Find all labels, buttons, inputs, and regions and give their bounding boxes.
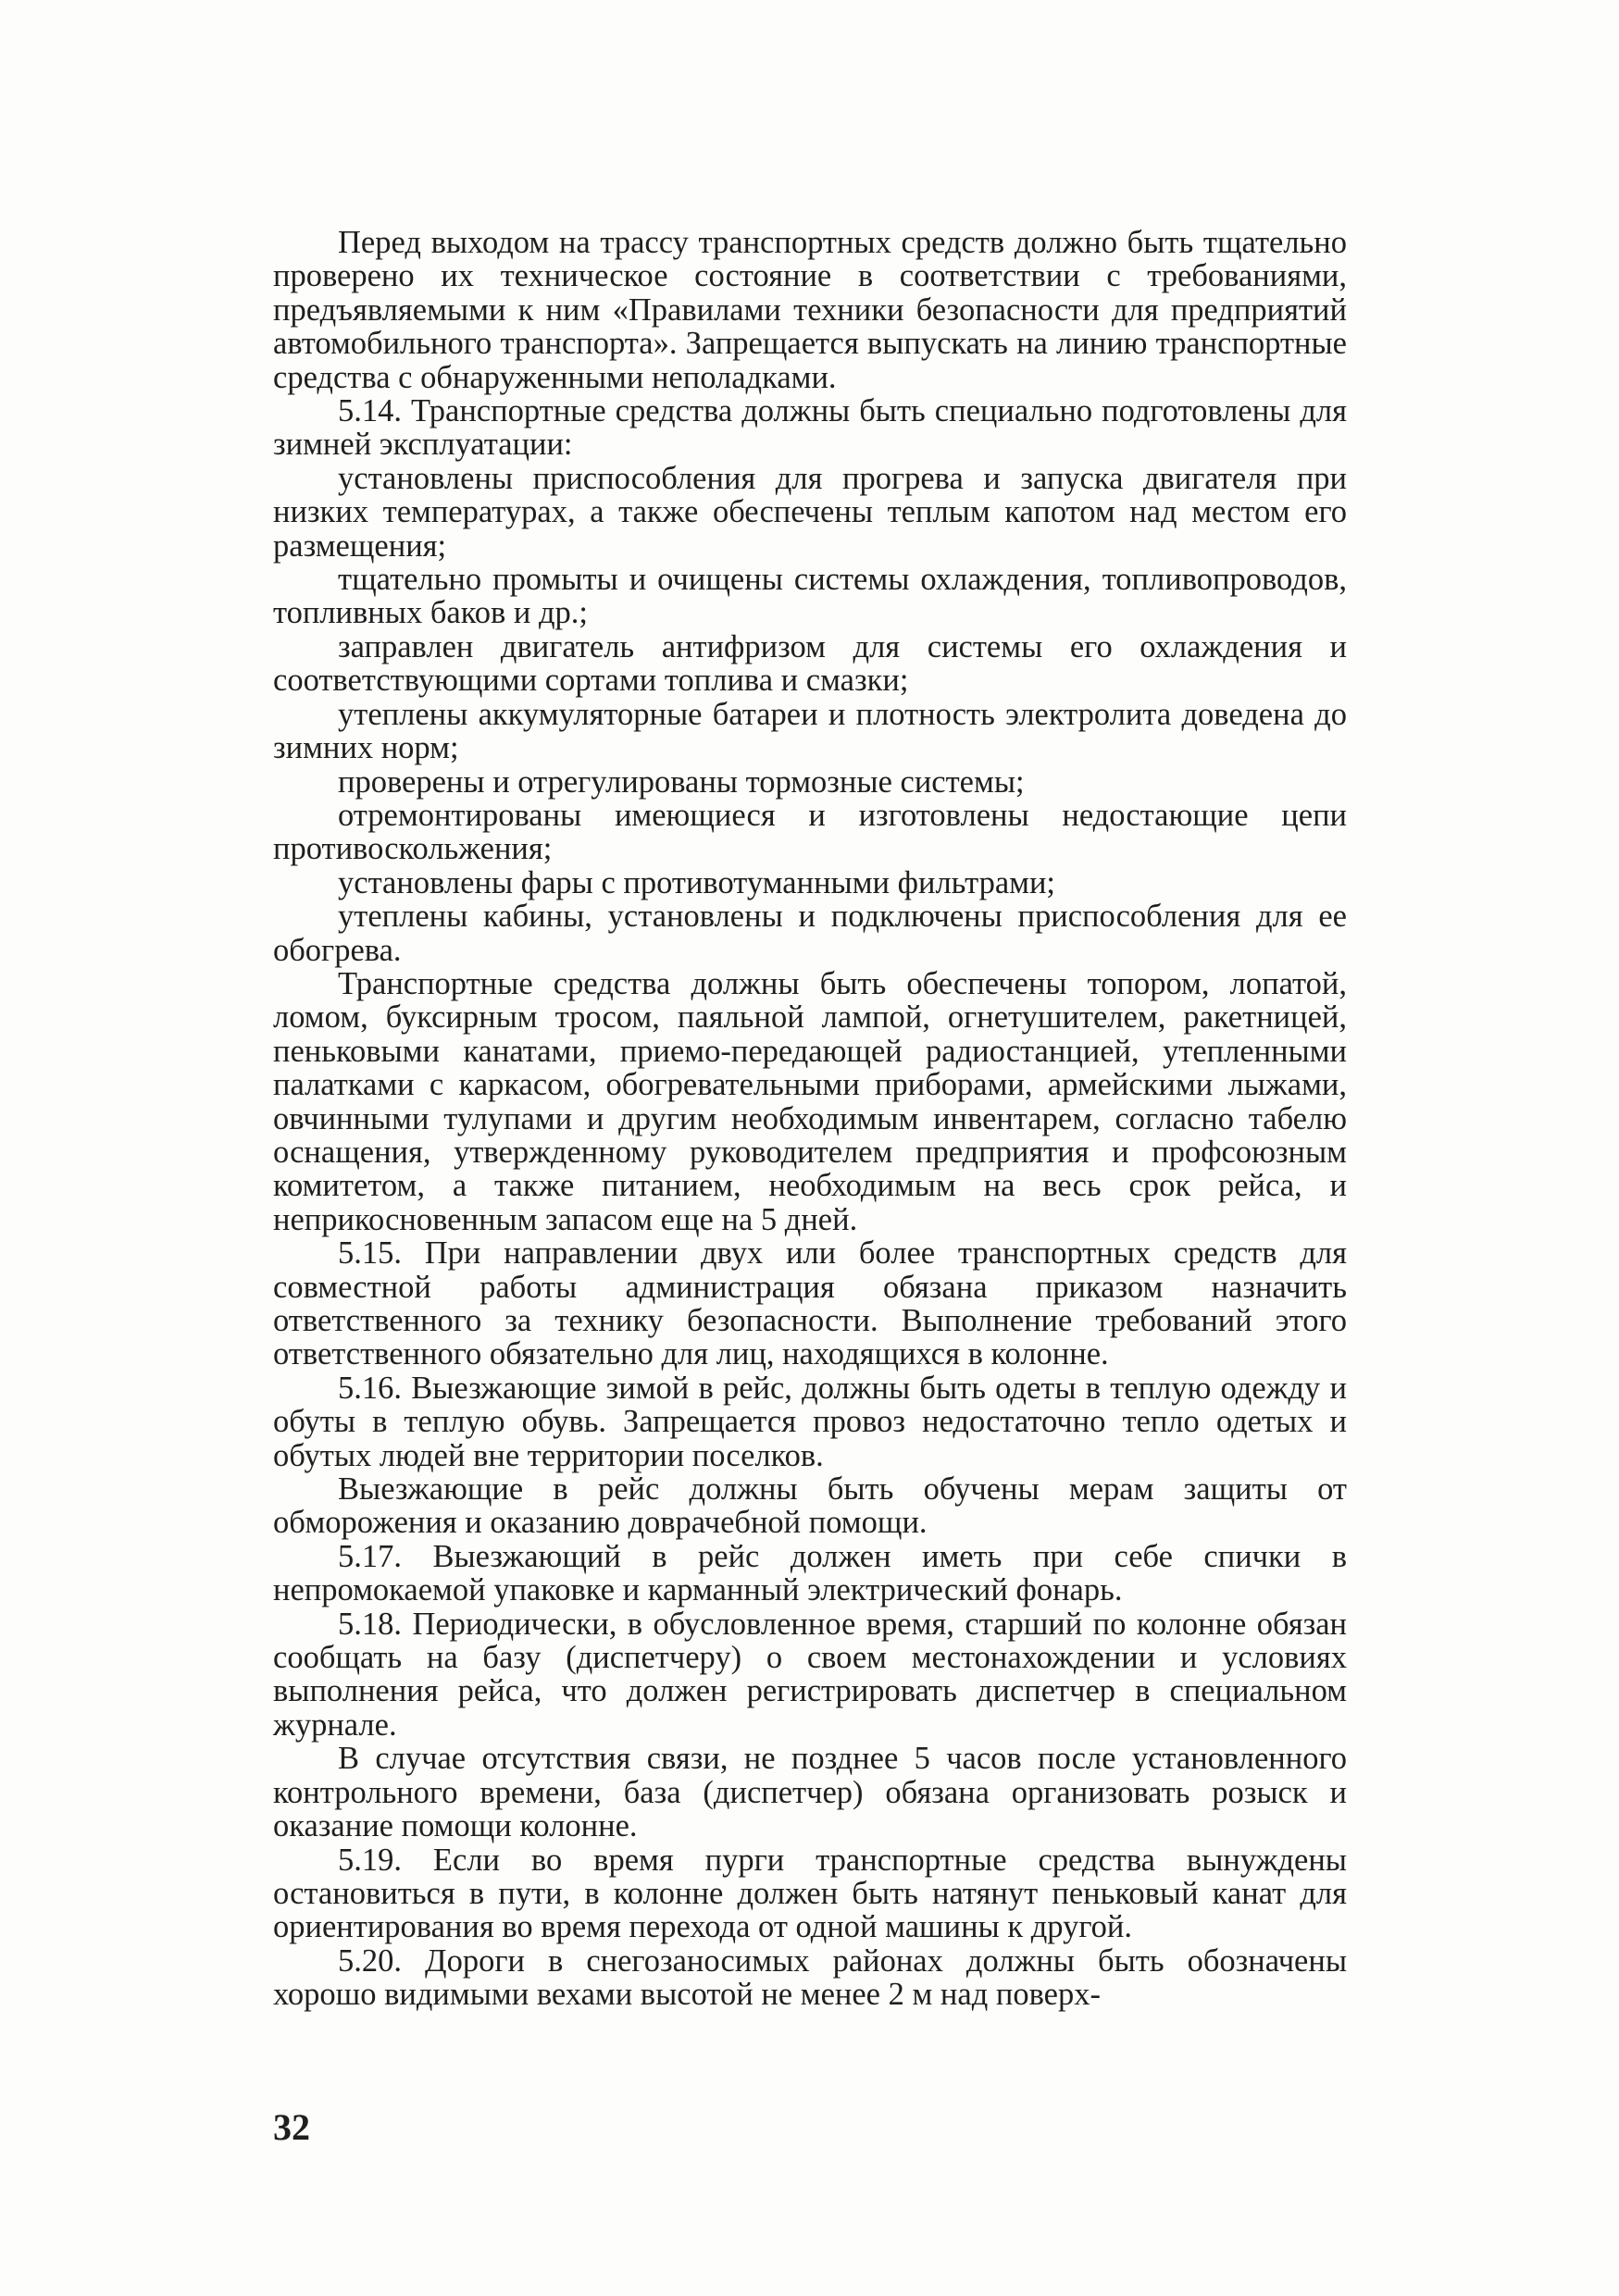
paragraph-no-contact: В случае отсутствия связи, не позднее 5 часов после установленного контрольного времени, база (диспетчер) обязана организовать розыск и оказание помощи колонне. — [273, 1741, 1347, 1844]
paragraph-5-16: 5.16. Выезжающие зимой в рейс, должны быть одеты в теплую одежду и обуты в теплую обувь. Запрещается провоз недостаточно тепло одетых и обутых людей вне территории поселков. — [273, 1370, 1347, 1473]
list-item-cabins: утеплены кабины, установлены и подключены приспособления для ее обогрева. — [273, 899, 1347, 968]
list-item-fog-lights: установлены фары с противотуманными фильтрами; — [338, 864, 1056, 900]
list-item-brakes: проверены и отрегулированы тормозные системы; — [338, 763, 1025, 800]
paragraph-5-18: 5.18. Периодически, в обусловленное время, старший по колонне обязан сообщать на базу (диспетчеру) о своем местонахождении и условиях выполнения рейса, что должен регистрировать диспетчер в специальном журнале. — [273, 1606, 1347, 1743]
paragraph-equipment: Транспортные средства должны быть обеспечены топором, лопатой, ломом, буксирным тросом, паяльной лампой, огнетушителем, ракетницей, пеньковыми канатами, приемо-передающей радиостанцией, утепленными палатками с каркасом, обогревательными приборами, армейскими лыжами, овчинными тулупами и другим необходимым инвентарем, согласно табелю оснащения, утвержденному руководителем предприятия и профсоюзным комитетом, а также питанием, необходимым на весь срок рейса, и неприкосновенным запасом еще на 5 дней. — [273, 965, 1347, 1237]
list-item-chains: отремонтированы имеющиеся и изготовлены недостающие цепи противоскольжения; — [273, 797, 1347, 867]
list-item-heating: установлены приспособления для прогрева и запуска двигателя при низких температурах, а также обеспечены теплым капотом над местом его размещения; — [273, 460, 1347, 564]
body-text — [273, 226, 1347, 2012]
paragraph-5-20: 5.20. Дороги в снегозаносимых районах должны быть обозначены хорошо видимыми вехами высотой не менее 2 м над поверх- — [273, 1942, 1347, 2013]
paragraph-5-17: 5.17. Выезжающий в рейс должен иметь при себе спички в непромокаемой упаковке и карманный электрический фонарь. — [273, 1538, 1347, 1608]
paragraph-5-14: 5.14. Транспортные средства должны быть специально подготовлены для зимней эксплуатации: — [273, 393, 1347, 463]
list-item-batteries: утеплены аккумуляторные батареи и плотность электролита доведена до зимних норм; — [273, 696, 1347, 766]
page-number: 32 — [273, 2106, 310, 2148]
paragraph-5-19: 5.19. Если во время пурги транспортные средства вынуждены остановиться в пути, в колонне должен быть натянут пеньковый канат для ориентирования во время перехода от одной машины к другой. — [273, 1842, 1347, 1945]
paragraph-pre-check: Перед выходом на трассу транспортных средств должно быть тщательно проверено их техническое состояние в соответствии с требованиями, предъявляемыми к ним «Правилами техники безопасности для предприятий автомобильного транспорта». Запрещается выпускать на линию транспортные средства с обнаруженными неполадками. — [273, 225, 1347, 395]
paragraph-training: Выезжающие в рейс должны быть обучены мерам защиты от обморожения и оказанию доврачебной помощи. — [273, 1471, 1347, 1541]
list-item-antifreeze: заправлен двигатель антифризом для системы его охлаждения и соответствующими сортами топлива и смазки; — [273, 628, 1347, 699]
list-item-cooling: тщательно промыты и очищены системы охлаждения, топливопроводов, топливных баков и др.; — [273, 562, 1347, 631]
paragraph-5-15: 5.15. При направлении двух или более транспортных средств для совместной работы администрация обязана приказом назначить ответственного за технику безопасности. Выполнение требований этого ответственного обязательно для лиц, находящихся в колонне. — [273, 1235, 1347, 1372]
